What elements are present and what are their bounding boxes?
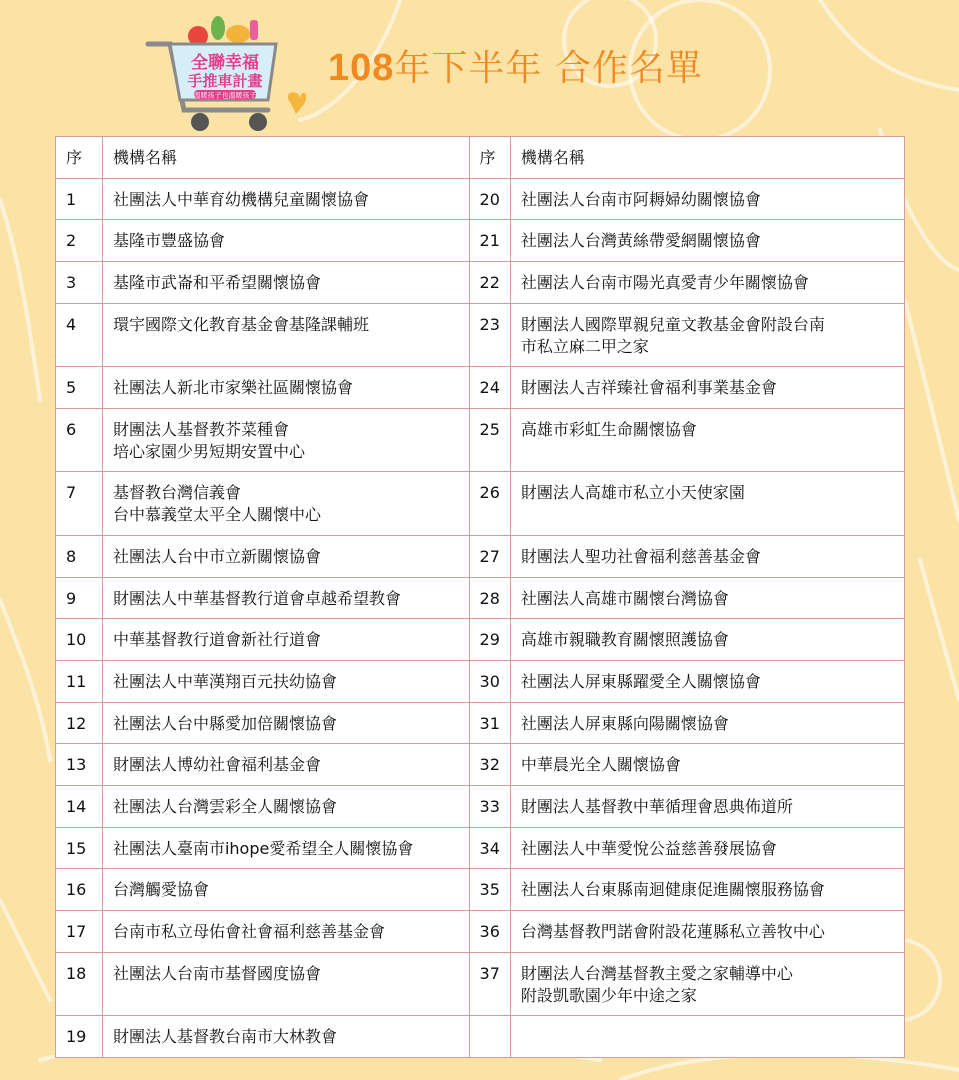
row-index: 15 bbox=[56, 827, 103, 869]
row-index: 7 bbox=[56, 472, 103, 536]
table-row bbox=[56, 702, 905, 744]
cart-logo bbox=[140, 14, 310, 138]
title-year: 108 bbox=[328, 47, 395, 89]
table-header-row bbox=[56, 137, 905, 179]
organization-name: 財團法人台灣基督教主愛之家輔導中心 附設凱歌園少年中途之家 bbox=[510, 952, 904, 1016]
row-index: 33 bbox=[469, 786, 510, 828]
table-row bbox=[56, 262, 905, 304]
row-index: 19 bbox=[56, 1016, 103, 1058]
organization-name: 財團法人基督教台南市大林教會 bbox=[102, 1016, 469, 1058]
cart-wheel-icon bbox=[191, 113, 209, 131]
table-row bbox=[56, 1016, 905, 1058]
row-index: 32 bbox=[469, 744, 510, 786]
organization-name: 社團法人台中市立新關懷協會 bbox=[102, 535, 469, 577]
header-name: 機構名稱 bbox=[102, 137, 469, 179]
organization-name: 社團法人中華漢翔百元扶幼協會 bbox=[102, 661, 469, 703]
row-index: 28 bbox=[469, 577, 510, 619]
row-index: 6 bbox=[56, 408, 103, 472]
row-index: 8 bbox=[56, 535, 103, 577]
organization-name: 財團法人博幼社會福利基金會 bbox=[102, 744, 469, 786]
row-index: 31 bbox=[469, 702, 510, 744]
table-row bbox=[56, 911, 905, 953]
row-index: 9 bbox=[56, 577, 103, 619]
organization-name: 社團法人屏東縣向陽關懷協會 bbox=[510, 702, 904, 744]
organization-name: 基督教台灣信義會 台中慕義堂太平全人關懷中心 bbox=[102, 472, 469, 536]
row-index: 1 bbox=[56, 178, 103, 220]
row-index: 23 bbox=[469, 303, 510, 367]
row-index: 24 bbox=[469, 367, 510, 409]
row-index: 36 bbox=[469, 911, 510, 953]
row-index: 13 bbox=[56, 744, 103, 786]
organization-name: 財團法人吉祥臻社會福利事業基金會 bbox=[510, 367, 904, 409]
organization-name: 台灣基督教門諾會附設花蓮縣私立善牧中心 bbox=[510, 911, 904, 953]
row-index: 26 bbox=[469, 472, 510, 536]
title-text: 年下半年 合作名單 bbox=[394, 48, 703, 89]
organization-name: 社團法人台南市基督國度協會 bbox=[102, 952, 469, 1016]
row-index: 17 bbox=[56, 911, 103, 953]
organization-name: 台南市私立母佑會社會福利慈善基金會 bbox=[102, 911, 469, 953]
table-row bbox=[56, 952, 905, 1016]
row-index: 25 bbox=[469, 408, 510, 472]
organization-name: 財團法人中華基督教行道會卓越希望教會 bbox=[102, 577, 469, 619]
table-row bbox=[56, 408, 905, 472]
table-row bbox=[56, 303, 905, 367]
organization-name: 財團法人基督教芥菜種會 培心家園少男短期安置中心 bbox=[102, 408, 469, 472]
row-index: 30 bbox=[469, 661, 510, 703]
row-index: 10 bbox=[56, 619, 103, 661]
row-index: 11 bbox=[56, 661, 103, 703]
row-index bbox=[469, 1016, 510, 1058]
organization-name: 社團法人新北市家樂社區關懷協會 bbox=[102, 367, 469, 409]
table-row bbox=[56, 367, 905, 409]
heart-icon bbox=[288, 92, 306, 114]
table-row bbox=[56, 827, 905, 869]
header-index: 序 bbox=[56, 137, 103, 179]
table-row bbox=[56, 619, 905, 661]
header-index: 序 bbox=[469, 137, 510, 179]
row-index: 29 bbox=[469, 619, 510, 661]
cart-wheel-icon bbox=[249, 113, 267, 131]
organization-name: 財團法人高雄市私立小天使家園 bbox=[510, 472, 904, 536]
table-row bbox=[56, 744, 905, 786]
header-name: 機構名稱 bbox=[510, 137, 904, 179]
table-row bbox=[56, 535, 905, 577]
organization-name: 社團法人台灣雲彩全人關懷協會 bbox=[102, 786, 469, 828]
row-index: 12 bbox=[56, 702, 103, 744]
row-index: 16 bbox=[56, 869, 103, 911]
organization-name: 基隆市武崙和平希望關懷協會 bbox=[102, 262, 469, 304]
organization-name: 環宇國際文化教育基金會基隆課輔班 bbox=[102, 303, 469, 367]
organization-name: 社團法人台東縣南迴健康促進關懷服務協會 bbox=[510, 869, 904, 911]
organization-name: 財團法人聖功社會福利慈善基金會 bbox=[510, 535, 904, 577]
row-index: 37 bbox=[469, 952, 510, 1016]
row-index: 18 bbox=[56, 952, 103, 1016]
row-index: 4 bbox=[56, 303, 103, 367]
organization-name: 社團法人中華愛悅公益慈善發展協會 bbox=[510, 827, 904, 869]
organization-name: 社團法人高雄市關懷台灣協會 bbox=[510, 577, 904, 619]
page-title bbox=[328, 40, 703, 96]
organization-name: 社團法人台灣黃絲帶愛網關懷協會 bbox=[510, 220, 904, 262]
organization-name: 財團法人國際單親兒童文教基金會附設台南 市私立麻二甲之家 bbox=[510, 303, 904, 367]
organization-name: 社團法人台南市陽光真愛青少年關懷協會 bbox=[510, 262, 904, 304]
table-row bbox=[56, 178, 905, 220]
row-index: 3 bbox=[56, 262, 103, 304]
row-index: 14 bbox=[56, 786, 103, 828]
row-index: 5 bbox=[56, 367, 103, 409]
logo-line2: 手推車計畫 bbox=[187, 72, 263, 90]
row-index: 34 bbox=[469, 827, 510, 869]
organization-name: 中華基督教行道會新社行道會 bbox=[102, 619, 469, 661]
organization-name: 高雄市親職教育關懷照護協會 bbox=[510, 619, 904, 661]
organization-name: 社團法人台南市阿耨婦幼關懷協會 bbox=[510, 178, 904, 220]
logo-tagline: 溫暖孩子也溫暖孩子 bbox=[193, 91, 257, 100]
row-index: 27 bbox=[469, 535, 510, 577]
organization-name: 社團法人中華育幼機構兒童關懷協會 bbox=[102, 178, 469, 220]
table-row bbox=[56, 661, 905, 703]
table-row bbox=[56, 786, 905, 828]
table-row bbox=[56, 577, 905, 619]
table-row bbox=[56, 220, 905, 262]
table-row bbox=[56, 869, 905, 911]
organization-name: 財團法人基督教中華循理會恩典佈道所 bbox=[510, 786, 904, 828]
organization-name: 台灣觸愛協會 bbox=[102, 869, 469, 911]
organization-name: 社團法人臺南市ihope愛希望全人關懷協會 bbox=[102, 827, 469, 869]
organization-name bbox=[510, 1016, 904, 1058]
partner-table bbox=[55, 136, 905, 1058]
table-row bbox=[56, 472, 905, 536]
organization-name: 中華晨光全人關懷協會 bbox=[510, 744, 904, 786]
row-index: 22 bbox=[469, 262, 510, 304]
vegetables-icon bbox=[188, 16, 258, 46]
row-index: 21 bbox=[469, 220, 510, 262]
organization-name: 高雄市彩虹生命關懷協會 bbox=[510, 408, 904, 472]
organization-name: 基隆市豐盛協會 bbox=[102, 220, 469, 262]
row-index: 2 bbox=[56, 220, 103, 262]
organization-name: 社團法人台中縣愛加倍關懷協會 bbox=[102, 702, 469, 744]
logo-line1: 全聯幸福 bbox=[191, 53, 259, 73]
organization-name: 社團法人屏東縣躍愛全人關懷協會 bbox=[510, 661, 904, 703]
row-index: 20 bbox=[469, 178, 510, 220]
row-index: 35 bbox=[469, 869, 510, 911]
